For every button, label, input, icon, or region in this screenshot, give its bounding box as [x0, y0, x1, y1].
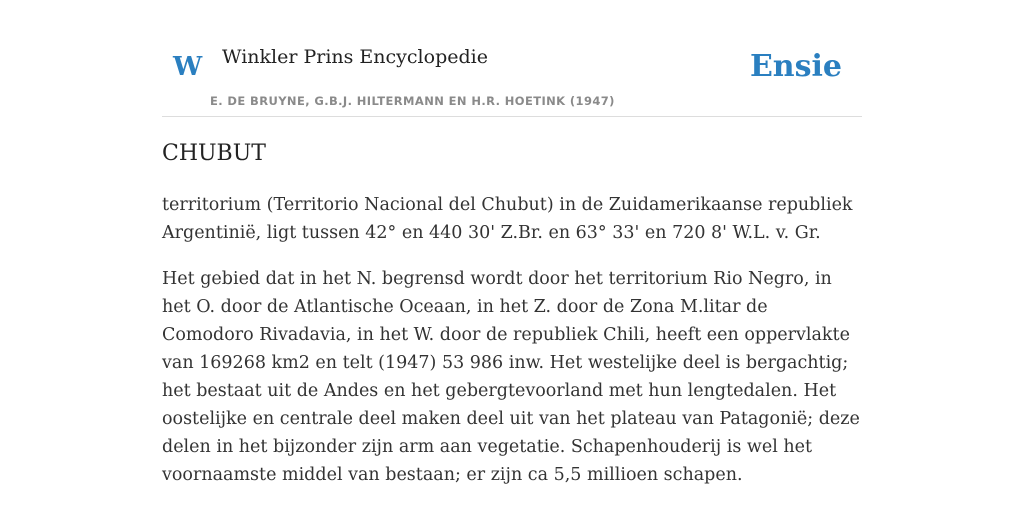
- source-header: [162, 36, 862, 117]
- ensie-logo-link[interactable]: Ensie: [749, 49, 842, 84]
- source-logo[interactable]: W: [173, 52, 203, 82]
- article: [162, 140, 862, 507]
- source-authors: E. DE BRUYNE, G.B.J. HILTERMANN EN H.R. HOETINK (1947): [210, 94, 615, 108]
- article-paragraph: Het gebied dat in het N. begrensd wordt door het territorium Rio Negro, in het O. door de Atlantische Oceaan, in het Z. door de Zona M.litar de Comodoro Rivadavia, in het W. door de republiek Chili, heeft een oppervlakte van 169268 km2 en telt (1947) 53 986 inw. Het westelijke deel is bergachtig; het bestaat uit de Andes en het gebergtevoorland met hun lengtedalen. Het oostelijke en centrale deel maken deel uit van het plateau van Patagonië; deze delen in het bijzonder zijn arm aan vegetatie. Schapenhouderij is wel het voornaamste middel van bestaan; er zijn ca 5,5 millioen schapen.: [162, 268, 860, 485]
- source-title[interactable]: Winkler Prins Encyclopedie: [222, 46, 488, 68]
- article-title: CHUBUT: [162, 141, 266, 166]
- article-paragraph: territorium (Territorio Nacional del Chubut) in de Zuidamerikaanse republiek Argentinië, ligt tussen 42° en 440 30' Z.Br. en 63° 33' en 720 8' W.L. v. Gr.: [162, 194, 853, 243]
